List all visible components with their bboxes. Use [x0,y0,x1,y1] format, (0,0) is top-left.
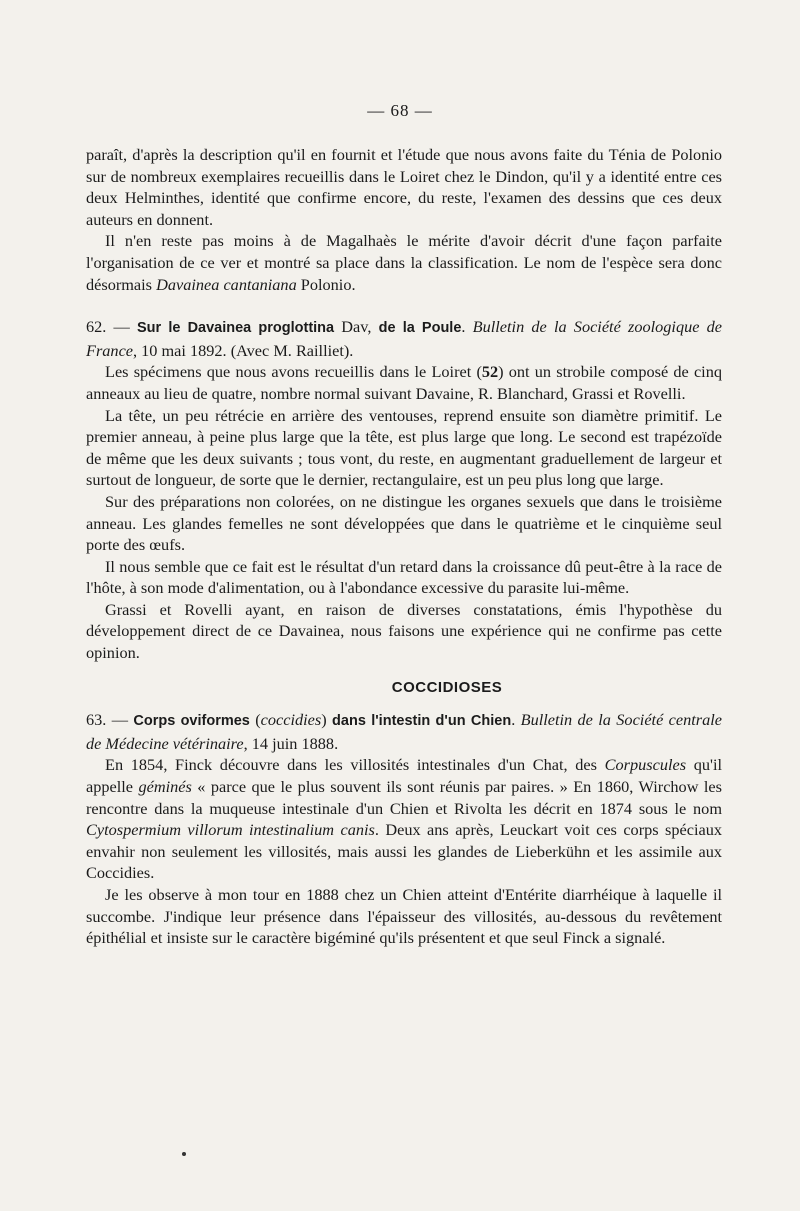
species-name: Davainea cantaniana [156,274,297,294]
entry-62-paragraph: Sur des préparations non colorées, on ne distingue les organes sexuels que dans le troisième anneau. Les glandes femelles ne sont développées que dans le quatrième et le cinquième seul porte des œufs. [86,491,722,555]
paragraph-continuation: paraît, d'après la description qu'il en fournit et l'étude que nous avons faite du Ténia de Polonio sur de nombreux exemplaires recueillis dans le Loiret chez le Dindon, qu'il y a identité entre ces deux Helminthes, identité que confirme encore, du reste, l'examen des dessins que ces deux auteurs en donnent. [86,145,722,229]
page-number: — 68 — [367,101,433,120]
entry-63-paragraph: En 1854, Finck découvre dans les villosités intestinales d'un Chat, des Corpuscules qu'il appelle géminés « parce que le plus souvent ils sont réunis par paires. » En 1860, Wirchow les rencontre dans la muqueuse intestinale d'un Chien et Rivolta les décrit en 1874 sous le nom Cytospermium villorum intestinalium canis. Deux ans après, Leuckart voit ces corps spéciaux envahir non seulement les villosités, mais aussi les glandes de Lieberkühn et les assimile aux Coccidies. [86,755,722,883]
entry-62-paragraph: La tête, un peu rétrécie en arrière des ventouses, reprend ensuite son diamètre primitif. Le premier anneau, à peine plus large que la tête, est plus large que long. Le second est trapézoïde de même que les deux suivants ; tous vont, du reste, en augmentant graduellement de largeur et surtout de longueur, de sorte que le dernier, rectangulaire, est un peu plus long que large. [86,405,722,490]
journal-name: Bulletin de la Société centrale de Médecine vétérinaire [86,710,722,753]
entry-62-paragraph: Grassi et Rovelli ayant, en raison de diverses constatations, émis l'hypothèse du développement direct de ce Davainea, nous faisons une expérience qui ne confirme pas cette opinion. [86,599,722,663]
paragraph-conclusion: Il n'en reste pas moins à de Magalhaès le mérite d'avoir décrit d'une façon parfaite l'organisation de ce ver et montré sa place dans la classification. Le nom de l'espèce sera donc désormais Davainea cantaniana Polonio. [86,231,722,294]
reference-number: 52 [481,362,499,382]
entry-62-paragraph: Il nous semble que ce fait est le résultat d'un retard dans la croissance dû peut-être à la race de l'hôte, à son mode d'alimentation, ou à l'abondance excessive du parasite lui-même. [86,556,722,598]
entry-63-heading: 63. — Corps oviformes (coccidies) dans l'intestin d'un Chien. Bulletin de la Société centrale de Médecine vétérinaire, 14 juin 1888. [86,710,722,753]
entry-62-paragraph: Les spécimens que nous avons recueillis dans le Loiret (52) ont un strobile composé de cinq anneaux au lieu de quatre, nombre normal suivant Davaine, R. Blanchard, Grassi et Rovelli. [86,362,722,403]
section-title: COCCIDIOSES [391,678,503,696]
entry-63-paragraph: Je les observe à mon tour en 1888 chez un Chien atteint d'Entérite diarrhéique à laquelle il succombe. J'indique leur présence dans l'épaisseur des villosités, au-dessous du revêtement épithélial et insiste sur le caractère bigéminé qu'ils présentent et que seul Finck a signalé. [86,885,722,948]
journal-name: Bulletin de la Société zoologique de France [86,317,723,360]
body-text [86,144,722,949]
entry-62-heading: 62. — Sur le Davainea proglottina Dav, de la Poule. Bulletin de la Société zoologique de France, 10 mai 1892. (Avec M. Railliet). [86,317,723,360]
stray-mark [182,1152,186,1156]
